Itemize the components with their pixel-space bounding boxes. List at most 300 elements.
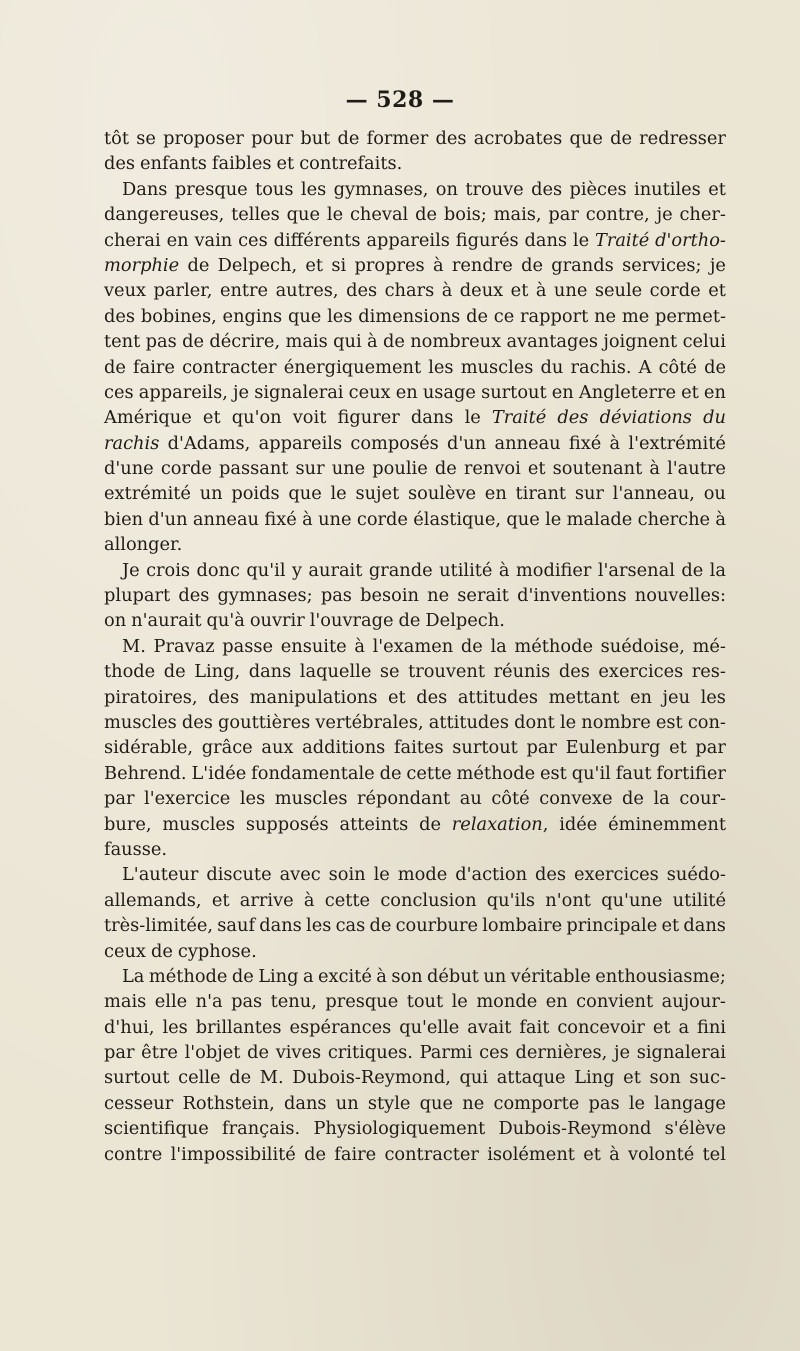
word: modifier: [515, 559, 592, 581]
word: français.: [222, 1118, 301, 1140]
text-line: [104, 405, 726, 430]
word: principale: [566, 915, 658, 937]
word: laquelle: [299, 661, 372, 683]
text-line: [104, 329, 726, 354]
word: et: [211, 889, 230, 911]
word: utilité: [439, 559, 493, 581]
word: entre: [219, 280, 269, 302]
word: qu'il: [246, 559, 286, 581]
word: je: [656, 204, 673, 226]
word: M.: [259, 1067, 284, 1089]
word: d'un: [447, 432, 487, 454]
word: grâce: [201, 737, 253, 759]
word: L'auteur: [122, 864, 199, 886]
word: propres: [354, 254, 425, 276]
word: Pravaz: [153, 635, 215, 657]
word: si: [331, 254, 347, 276]
text-line: [104, 481, 726, 506]
word: presque: [174, 178, 248, 200]
word: à: [302, 508, 313, 530]
word: de: [304, 1143, 326, 1165]
word: Traité: [594, 229, 650, 251]
word: à: [432, 254, 444, 276]
word: le: [330, 483, 347, 505]
word: à: [715, 508, 726, 530]
word: le: [559, 711, 577, 733]
word: Delpech.: [425, 610, 505, 632]
word: de: [231, 965, 254, 987]
word: grande: [368, 559, 433, 581]
word: contre: [104, 1143, 163, 1165]
word: ces: [479, 1042, 509, 1064]
word: nombreux: [410, 331, 502, 353]
word: cherai: [104, 229, 161, 251]
text-line: [104, 202, 726, 227]
word: du: [703, 407, 726, 429]
text-line: [104, 862, 726, 887]
word: grands: [551, 254, 614, 276]
word: qu'elle: [399, 1016, 460, 1038]
word: cette: [406, 762, 452, 784]
word: atteints: [339, 813, 409, 835]
word: bien: [104, 508, 144, 530]
word: à: [609, 1143, 620, 1165]
word: des: [178, 585, 210, 607]
text-line: [104, 761, 726, 786]
word: dernières,: [515, 1042, 608, 1064]
word: le: [373, 864, 390, 886]
word: ne: [462, 1092, 485, 1114]
word: la: [653, 788, 670, 810]
word: fondamentale: [251, 762, 375, 784]
word: par: [526, 737, 557, 759]
word: tôt: [104, 128, 129, 149]
word: l'exercice: [144, 788, 231, 810]
word: proposer: [163, 128, 244, 149]
word: exercices: [573, 864, 659, 886]
word: anneau: [494, 432, 561, 454]
word: d'inventions: [517, 585, 627, 607]
word: soin: [328, 864, 366, 886]
word: courbure: [395, 915, 479, 937]
word: de: [379, 762, 402, 784]
word: pas: [145, 331, 177, 353]
word: qu'il: [571, 762, 611, 784]
word: ces: [238, 229, 268, 251]
word: pour: [251, 128, 294, 149]
word: isolément: [487, 1143, 575, 1165]
word: contre,: [585, 204, 650, 226]
word: supposés: [245, 813, 329, 835]
word: Ling,: [194, 661, 241, 683]
word: gymnases;: [217, 585, 313, 607]
word: tenu,: [270, 991, 317, 1013]
word: des: [181, 711, 213, 733]
word: par: [104, 1042, 135, 1064]
text-line: [104, 558, 726, 583]
word: donc: [196, 559, 240, 581]
word: enfants: [140, 153, 207, 175]
word: par: [695, 737, 726, 759]
word: une: [331, 458, 366, 480]
word: Eulenburg: [565, 737, 661, 759]
text-line: [104, 634, 726, 659]
word: suédoise,: [600, 635, 685, 657]
word: Traité: [491, 407, 547, 429]
word: en: [166, 229, 189, 251]
word: figurer: [337, 407, 400, 429]
word: avantages: [506, 331, 598, 353]
word: redresser: [639, 128, 726, 149]
word: est: [655, 711, 683, 733]
word: gouttières: [218, 711, 311, 733]
word: très-limitée,: [104, 915, 214, 937]
word: qui: [333, 331, 362, 353]
word: des: [558, 661, 590, 683]
word: par: [104, 788, 135, 810]
word: d'ortho-: [655, 229, 726, 251]
word: appareils: [258, 432, 343, 454]
text-line: [104, 177, 726, 202]
text-line: [104, 888, 726, 913]
word: comporte: [493, 1092, 580, 1114]
word: à: [376, 965, 387, 987]
text-line: [104, 228, 726, 253]
text-line: [104, 786, 726, 811]
word: à: [354, 635, 365, 657]
word: à: [498, 559, 510, 581]
word: l'examen: [372, 635, 454, 657]
word: mettant: [548, 686, 620, 708]
word: son: [391, 965, 423, 987]
word: le: [572, 229, 590, 251]
word: de: [415, 204, 438, 226]
word: fausse.: [104, 838, 168, 860]
word: cherche: [637, 508, 711, 530]
text-line: [104, 456, 726, 481]
word: s'élève: [664, 1118, 726, 1140]
text-line: [104, 659, 726, 684]
text-line: [104, 710, 726, 735]
word: à: [609, 432, 621, 454]
text-line: [104, 989, 726, 1014]
word: thode: [104, 661, 156, 683]
word: muscles: [460, 356, 534, 378]
word: malade: [566, 508, 633, 530]
word: sur: [295, 458, 325, 480]
word: poids: [231, 483, 280, 505]
word: mode: [397, 864, 448, 886]
word: mais: [285, 331, 328, 353]
word: bois;: [443, 204, 487, 226]
word: contrefaits.: [299, 153, 403, 175]
word: du: [540, 356, 564, 378]
word: Delpech,: [217, 254, 298, 276]
word: le: [545, 508, 562, 530]
word: volonté: [628, 1143, 695, 1165]
word: bobines,: [140, 305, 217, 327]
word: n'aurait: [131, 610, 202, 632]
word: corde: [160, 458, 212, 480]
text-line: [104, 151, 726, 176]
word: relaxation,: [451, 813, 549, 835]
word: et: [661, 915, 680, 937]
word: un: [483, 965, 507, 987]
word: aujour-: [661, 991, 726, 1013]
word: je: [233, 381, 250, 403]
word: serait: [457, 585, 509, 607]
word: crois: [146, 559, 191, 581]
word: d'action: [455, 864, 528, 886]
word: la: [490, 635, 507, 657]
word: que: [506, 508, 540, 530]
word: et: [669, 737, 687, 759]
word: rapport: [520, 305, 589, 327]
word: celle: [178, 1067, 221, 1089]
word: de: [704, 356, 726, 378]
word: fini: [697, 1016, 726, 1038]
word: un: [199, 483, 223, 505]
word: des: [346, 280, 378, 302]
word: me: [621, 305, 650, 327]
word: pas: [588, 1092, 620, 1114]
word: en: [545, 991, 568, 1013]
word: sujet: [355, 483, 400, 505]
word: surtout: [452, 737, 518, 759]
word: dans: [259, 915, 302, 937]
word: de: [419, 813, 441, 835]
word: poulie: [372, 458, 428, 480]
word: en: [551, 381, 574, 403]
word: anneau: [192, 508, 260, 530]
word: vain: [194, 229, 233, 251]
word: ceux: [104, 940, 146, 962]
word: pièces: [569, 178, 627, 200]
word: être: [141, 1042, 178, 1064]
word: avait: [467, 1016, 512, 1038]
word: qui: [459, 1067, 489, 1089]
word: M.: [122, 635, 146, 657]
word: passant: [219, 458, 289, 480]
word: que: [287, 305, 322, 327]
word: ou: [703, 483, 726, 505]
word: l'anneau,: [612, 483, 695, 505]
word: différents: [273, 229, 361, 251]
word: convexe: [539, 788, 613, 810]
word: des: [557, 407, 589, 429]
word: attaque: [496, 1067, 566, 1089]
word: et: [623, 1067, 641, 1089]
word: l'extrémité: [628, 432, 726, 454]
word: idée: [559, 813, 598, 835]
word: allemands,: [104, 889, 202, 911]
word: tout: [406, 991, 444, 1013]
word: style: [367, 1092, 411, 1114]
word: Je: [122, 559, 140, 581]
word: fait: [519, 1016, 550, 1038]
word: côté: [491, 788, 530, 810]
body-text: [104, 126, 726, 1167]
text-line: [104, 837, 726, 862]
word: déviations: [599, 407, 692, 429]
word: telles: [231, 204, 280, 226]
word: de: [466, 305, 488, 327]
word: attitudes: [428, 711, 509, 733]
word: cheval: [349, 204, 409, 226]
word: soutenant: [552, 458, 643, 480]
word: éminemment: [608, 813, 726, 835]
word: tirant: [515, 483, 567, 505]
word: les: [306, 915, 332, 937]
word: services;: [622, 254, 702, 276]
word: méthode: [148, 965, 228, 987]
word: qu'une: [601, 889, 663, 911]
word: A: [638, 356, 652, 378]
word: Behrend.: [104, 762, 187, 784]
word: de: [434, 458, 457, 480]
word: des: [416, 686, 448, 708]
word: ouvrir: [249, 610, 305, 632]
word: corde: [356, 508, 408, 530]
text-line: [104, 685, 726, 710]
word: que: [286, 204, 321, 226]
word: début: [427, 965, 479, 987]
word: de: [382, 331, 405, 353]
word: par: [548, 204, 579, 226]
word: et: [202, 407, 221, 429]
word: de: [104, 356, 126, 378]
word: gymnases,: [333, 178, 429, 200]
word: l'ouvrage: [309, 610, 394, 632]
word: exercices: [598, 661, 684, 683]
word: l'autre: [667, 458, 726, 480]
word: y: [291, 559, 302, 581]
text-line: [104, 1065, 726, 1090]
word: but: [300, 128, 331, 149]
text-line: [104, 380, 726, 405]
word: en: [484, 483, 507, 505]
word: figurés: [455, 229, 519, 251]
text-line: [104, 304, 726, 329]
text-line: [104, 812, 726, 837]
word: des: [208, 686, 240, 708]
word: et: [708, 280, 726, 302]
word: et: [388, 686, 406, 708]
word: trouve: [465, 178, 524, 200]
word: espérances: [289, 1016, 392, 1038]
word: presque: [325, 991, 399, 1013]
word: que: [569, 128, 603, 149]
word: con-: [687, 711, 726, 733]
word: langage: [654, 1092, 726, 1114]
word: aurait: [308, 559, 363, 581]
word: fixé: [568, 432, 602, 454]
word: conclusion: [380, 889, 477, 911]
word: muscles: [104, 711, 177, 733]
word: plupart: [104, 585, 171, 607]
word: contracter: [182, 356, 277, 378]
word: les: [162, 1016, 188, 1038]
word: appareils: [366, 229, 450, 251]
word: faire: [133, 356, 175, 378]
word: faibles: [211, 153, 272, 175]
word: en: [395, 381, 418, 403]
text-line: [104, 431, 726, 456]
word: une: [553, 280, 588, 302]
word: attitudes: [457, 686, 539, 708]
word: cher-: [679, 204, 726, 226]
word: tent: [104, 331, 141, 353]
word: Ling: [574, 1067, 615, 1089]
word: excité: [317, 965, 372, 987]
word: de: [398, 610, 421, 632]
word: dangereuses,: [104, 204, 225, 226]
word: contracter: [384, 1143, 479, 1165]
word: ceux: [348, 381, 391, 403]
word: fortifier: [656, 762, 726, 784]
word: le: [451, 991, 468, 1013]
word: de: [521, 254, 543, 276]
word: res-: [691, 661, 726, 683]
word: suédo-: [666, 864, 726, 886]
word: je: [614, 1042, 631, 1064]
word: dans: [248, 661, 292, 683]
word: dans: [283, 1092, 327, 1114]
word: à: [649, 458, 660, 480]
word: a: [302, 965, 314, 987]
word: se: [136, 128, 156, 149]
word: dont: [514, 711, 555, 733]
word: deux: [459, 280, 504, 302]
word: rachis.: [570, 356, 632, 378]
text-line: [104, 735, 726, 760]
word: en: [703, 381, 726, 403]
word: arrive: [239, 889, 294, 911]
word: d'un: [148, 508, 188, 530]
word: la: [709, 559, 726, 581]
text-line: [104, 939, 726, 964]
word: cette: [324, 889, 371, 911]
word: les: [700, 686, 726, 708]
word: vertébrales,: [315, 711, 424, 733]
word: bure,: [104, 813, 152, 835]
word: d'Adams,: [167, 432, 251, 454]
text-line: [104, 608, 726, 633]
word: appareils,: [138, 381, 228, 403]
word: nouvelles:: [634, 585, 726, 607]
word: Dans: [122, 178, 168, 200]
word: concevoir: [557, 1016, 645, 1038]
word: répondant: [357, 788, 451, 810]
word: aux: [261, 737, 294, 759]
text-line: [104, 253, 726, 278]
word: chars: [384, 280, 435, 302]
word: et: [708, 178, 726, 200]
word: les: [239, 788, 266, 810]
word: élastique,: [413, 508, 502, 530]
word: les: [428, 356, 454, 378]
word: autres,: [275, 280, 339, 302]
word: Dubois-Reymond,: [292, 1067, 451, 1089]
word: Ling: [258, 965, 299, 987]
word: former: [366, 128, 429, 149]
word: méthode: [514, 635, 593, 657]
word: de: [610, 128, 632, 149]
word: des: [104, 153, 136, 175]
word: et: [527, 458, 546, 480]
word: Physiologiquement: [313, 1118, 486, 1140]
word: les: [327, 305, 353, 327]
